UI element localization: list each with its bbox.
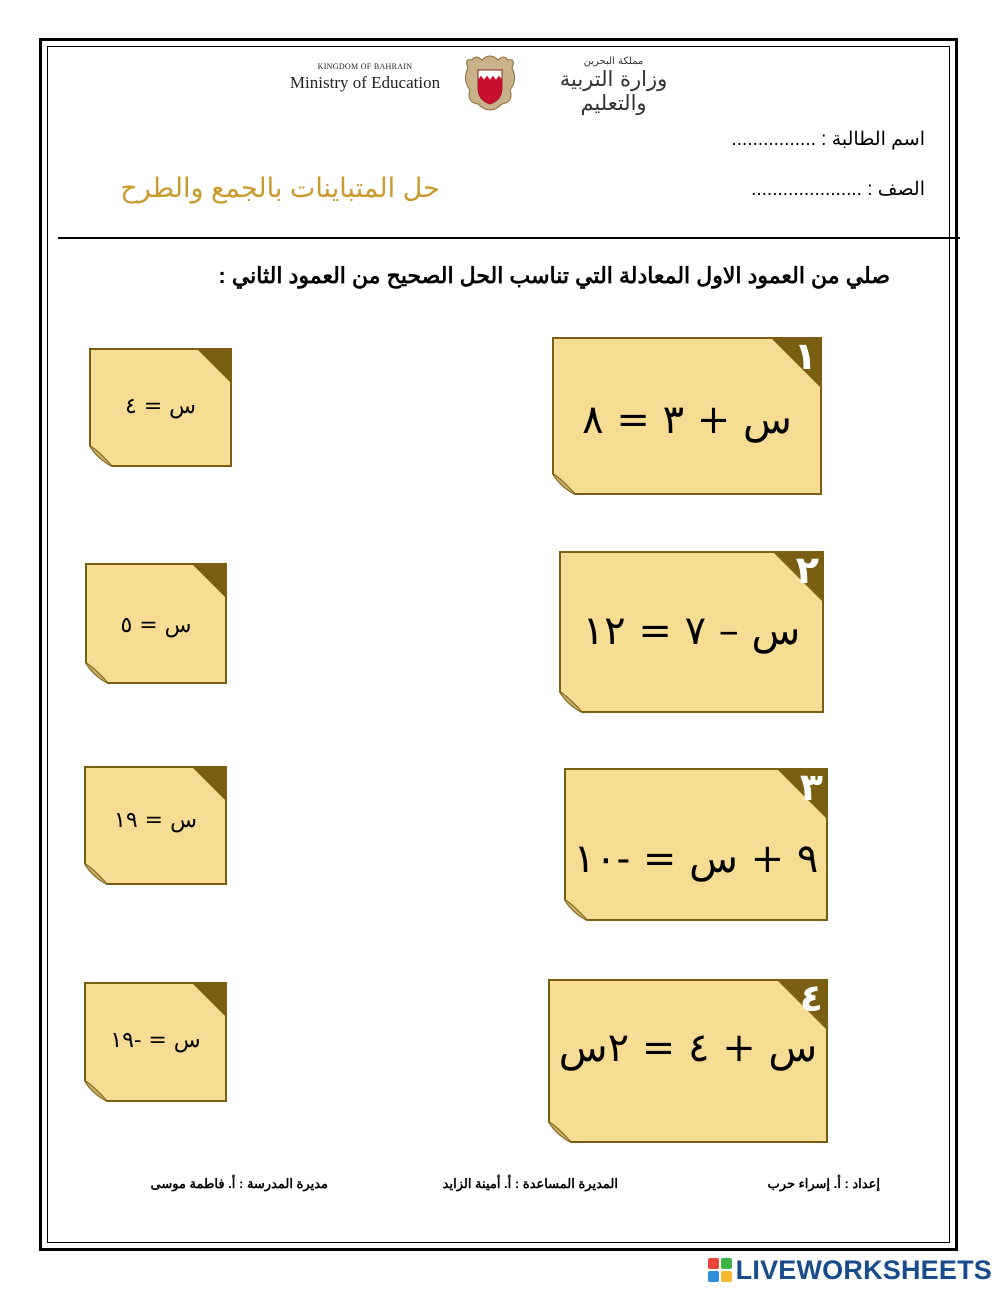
page-curl-icon (85, 662, 109, 684)
equation-card[interactable] (548, 976, 828, 1143)
corner-fold (191, 766, 227, 802)
page-curl-icon (89, 445, 113, 467)
kingdom-label-ar: مملكة البحرين (583, 56, 644, 67)
instruction-text: صلي من العمود الاول المعادلة التي تناسب الحل الصحيح من العمود الثاني : (218, 263, 890, 288)
answer-card[interactable] (84, 766, 227, 885)
page-curl-icon (559, 691, 583, 713)
equation-number: ٤ (799, 976, 823, 1020)
principal-signature: مديرة المدرسة : أ. فاطمة موسى (150, 1176, 328, 1191)
equation-card[interactable] (559, 548, 824, 713)
bahrain-crest-icon (462, 54, 518, 114)
brand-name: LIVEWORKSHEETS (735, 1254, 992, 1285)
kingdom-label: KINGDOM OF BAHRAIN (317, 62, 413, 71)
student-name-field: اسم الطالبة : ................ (731, 129, 925, 150)
answer-text: س = ٥ (120, 613, 192, 638)
equation-card[interactable] (564, 765, 828, 921)
equation-number: ٣ (799, 765, 823, 809)
answer-text: س = ٤ (124, 394, 197, 419)
page-curl-icon (552, 473, 576, 495)
ministry-header-en (270, 62, 460, 93)
class-field: الصف : ..................... (751, 179, 925, 200)
equation-number: ١ (793, 334, 817, 378)
equation-text: ٩ + س = -١٠ (573, 836, 819, 882)
ministry-label-en: Ministry of Education (289, 73, 441, 92)
answer-card[interactable] (85, 563, 227, 684)
corner-fold (191, 563, 227, 599)
answer-card[interactable] (84, 982, 227, 1102)
equation-text: س + ٣ = ٨ (582, 397, 792, 443)
answer-card[interactable] (89, 348, 232, 467)
ministry-label-ar: وزارة التربية والتعليم (559, 67, 668, 115)
worksheet-title: حل المتباينات بالجمع والطرح (120, 173, 440, 203)
page-curl-icon (84, 1080, 108, 1102)
assistant-principal-signature: المديرة المساعدة : أ. أمينة الزايد (442, 1176, 618, 1191)
page-curl-icon (84, 863, 108, 885)
equation-number: ٢ (795, 548, 819, 592)
equation-text: س – ٧ = ١٢ (582, 608, 801, 654)
ministry-header-ar (526, 56, 701, 115)
page-curl-icon (564, 899, 588, 921)
corner-fold (196, 348, 232, 384)
liveworksheets-logo-icon (708, 1258, 732, 1282)
corner-fold (191, 982, 227, 1018)
prepared-by-signature: إعداد : أ. إسراء حرب (767, 1176, 880, 1191)
header-divider (58, 237, 960, 239)
page-curl-icon (548, 1121, 572, 1143)
equation-text: س + ٤ = ٢س (558, 1025, 818, 1071)
answer-text: س = -١٩ (110, 1028, 201, 1053)
equation-card[interactable] (552, 334, 822, 495)
answer-text: س = ١٩ (114, 808, 197, 833)
liveworksheets-brand[interactable] (708, 1253, 992, 1287)
